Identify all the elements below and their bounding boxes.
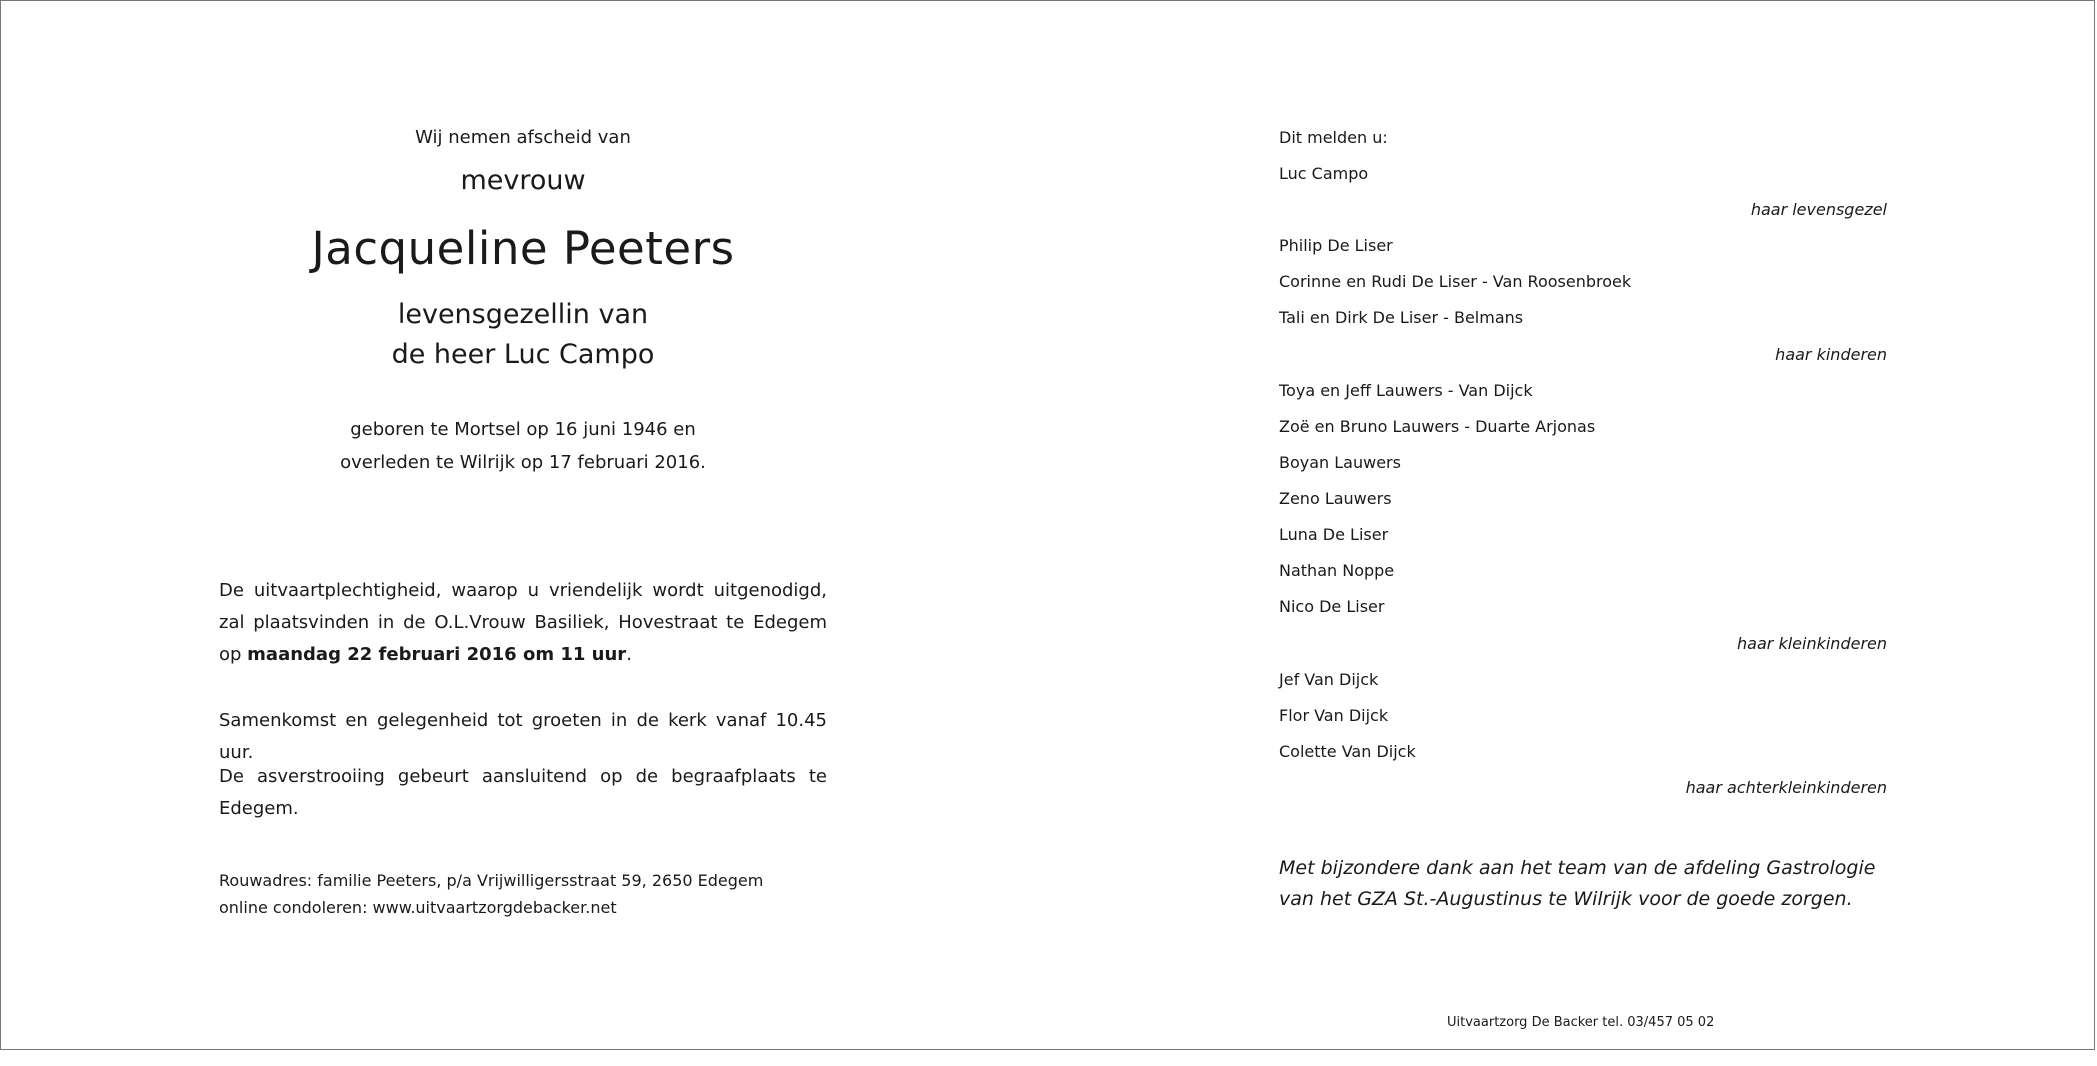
salutation: mevrouw (460, 165, 586, 196)
family-member: Zeno Lauwers (1279, 489, 1392, 508)
family-member: Tali en Dirk De Liser - Belmans (1279, 308, 1524, 327)
ceremony-paragraph (219, 575, 827, 671)
family-member: Luc Campo (1279, 164, 1369, 183)
partner-line-1: levensgezellin van (397, 299, 649, 330)
family-member: Toya en Jeff Lauwers - Van Dijck (1279, 381, 1533, 400)
announcement-heading: Dit melden u: (1279, 128, 1388, 147)
online-condolence: online condoleren: www.uitvaartzorgdebacker.net (219, 898, 617, 917)
mourning-address: Rouwadres: familie Peeters, p/a Vrijwilligersstraat 59, 2650 Edegem (219, 871, 764, 890)
family-member: Jef Van Dijck (1279, 670, 1379, 689)
deceased-name: Jacqueline Peeters (311, 222, 735, 275)
family-member: Corinne en Rudi De Liser - Van Roosenbroek (1279, 272, 1632, 291)
address-block (219, 867, 763, 921)
relation-label: haar levensgezel (1750, 200, 1887, 219)
family-member: Boyan Lauwers (1279, 453, 1401, 472)
family-member: Colette Van Dijck (1279, 742, 1416, 761)
scattering-paragraph: De asverstrooiing gebeurt aansluitend op de begraafplaats te Edegem. (219, 766, 827, 819)
thanks-message: Met bijzondere dank aan het team van de afdeling Gastrologie van het GZA St.-Augustinus te Wilrijk voor de goede zorgen. (1279, 857, 1876, 910)
ceremony-text: De uitvaartplechtigheid, waarop u vriendelijk wordt uitgenodigd, zal plaatsvinden in de O.L.Vrouw Basiliek, Hovestraat te Edegem op (219, 580, 827, 665)
family-member: Flor Van Dijck (1279, 706, 1389, 725)
relation-label: haar achterkleinkinderen (1685, 778, 1887, 797)
ceremony-end: . (626, 644, 632, 665)
death-line: overleden te Wilrijk op 17 februari 2016. (340, 452, 706, 473)
partner-line-2: de heer Luc Campo (391, 339, 655, 370)
relation-label: haar kinderen (1775, 345, 1887, 364)
family-member: Philip De Liser (1279, 236, 1393, 255)
family-member: Nico De Liser (1279, 597, 1385, 616)
funeral-home-footer: Uitvaartzorg De Backer tel. 03/457 05 02 (1447, 1015, 1715, 1030)
relation-label: haar kleinkinderen (1737, 634, 1887, 653)
ceremony-date: maandag 22 februari 2016 om 11 uur (247, 644, 627, 665)
family-member: Luna De Liser (1279, 525, 1389, 544)
gathering-paragraph: Samenkomst en gelegenheid tot groeten in de kerk vanaf 10.45 uur. (219, 710, 827, 763)
birth-line: geboren te Mortsel op 16 juni 1946 en (350, 419, 696, 440)
family-member: Nathan Noppe (1279, 561, 1395, 580)
intro-text: Wij nemen afscheid van (415, 127, 631, 148)
family-member: Zoë en Bruno Lauwers - Duarte Arjonas (1279, 417, 1596, 436)
